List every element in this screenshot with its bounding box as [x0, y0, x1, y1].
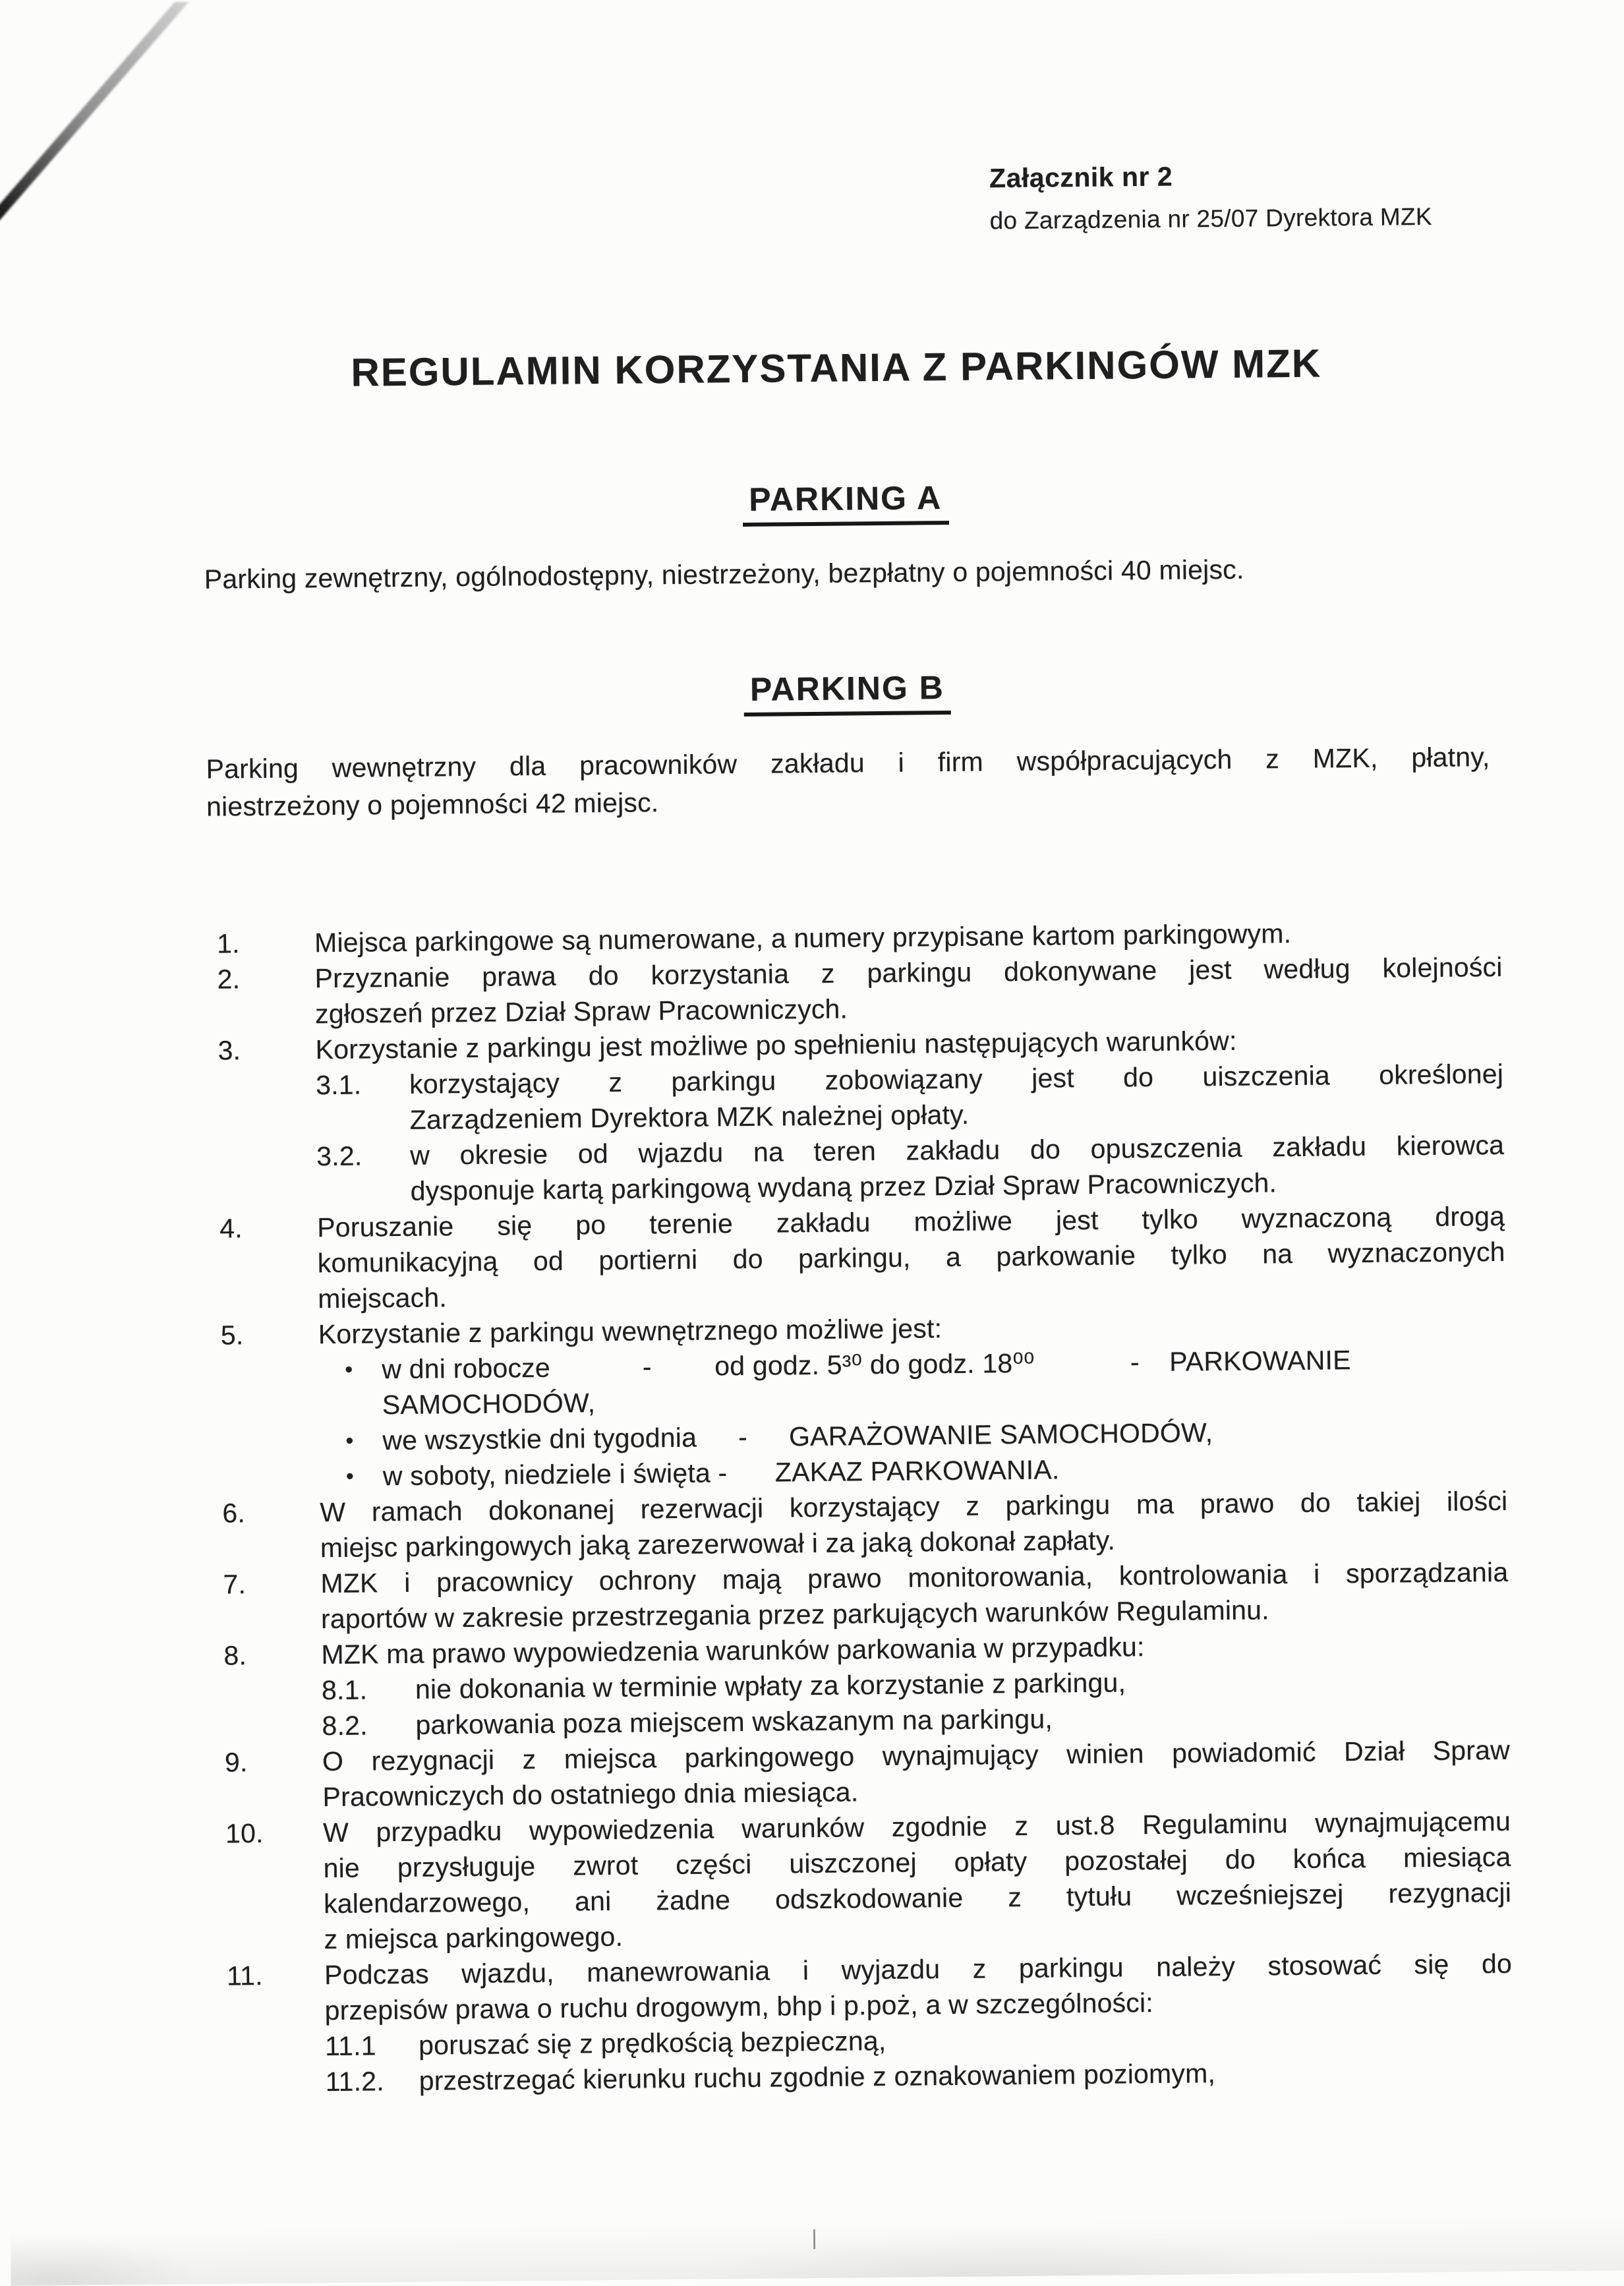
text-line: Korzystanie z parkingu jest możliwe po spełnieniu następujących warunków: [315, 1025, 1237, 1065]
text-line: przepisów prawa o ruchu drogowym, bhp i p.poż, a w szczególności: [324, 1987, 1154, 2026]
text-line: Parking zewnętrzny, ogólnodostępny, niestrzeżony, bezpłatny o pojemności 40 miejsc. [204, 554, 1244, 595]
text-line: O rezygnacji z miejsca parkingowego wynajmujący winien powiadomić Dział Spraw [322, 1734, 1511, 1777]
parking-b-heading-row [205, 666, 1490, 722]
rule-item [225, 1803, 1512, 1958]
text-line: Poruszanie się po terenie zakładu możliwe jest tylko wyznaczoną drogą [317, 1200, 1505, 1243]
parking-b-heading: PARKING B [743, 671, 951, 717]
rule-body [318, 1305, 1508, 1494]
sub-item [316, 1056, 1504, 1138]
rule-number: 6. [222, 1498, 246, 1529]
parking-a-heading: PARKING A [742, 481, 949, 527]
rule-number: 3. [218, 1035, 241, 1066]
bullet-segment: we wszystkie dni tygodnia [382, 1422, 697, 1456]
text-line: W przypadku wypowiedzenia warunków zgodnie z ust.8 Regulaminu wynajmującemu [322, 1805, 1511, 1848]
rule-item [219, 1198, 1505, 1318]
text-line: kalendarzowego, ani żadne odszkodowanie z tytułu wcześniejszej rezygnacji [323, 1877, 1512, 1920]
bullet-segment: od godz. 5³⁰ do godz. 18⁰⁰ [714, 1347, 1035, 1382]
rule-number: 11. [226, 1960, 263, 1991]
rule-number: 1. [216, 928, 240, 959]
rule-item [223, 1626, 1509, 1745]
text-line: zgłoszeń przez Dział Spraw Pracowniczych. [314, 993, 848, 1030]
bullet-dot-icon: • [345, 1357, 353, 1382]
text-line: dysponuje kartą parkingową wydaną przez Dział Spraw Pracowniczych. [410, 1167, 1277, 1206]
attachment-header [989, 156, 1432, 238]
rule-body [315, 1020, 1505, 1210]
rule-number: 4. [219, 1213, 243, 1244]
rule-item [223, 1554, 1509, 1638]
text-line: Zarządzeniem Dyrektora MZK należnej opłaty. [409, 1099, 970, 1135]
text-line: nie przysługuje zwrot części uiszczonej opłaty pozostałej do końca miesiąca [323, 1841, 1511, 1884]
rule-number: 7. [223, 1569, 246, 1600]
sub-number: 8.2. [322, 1710, 368, 1742]
rule-item [218, 1020, 1505, 1211]
bullet-text [382, 1341, 1507, 1422]
rule-body [324, 1946, 1513, 2099]
rule-number: 5. [220, 1320, 244, 1351]
text-line: korzystający z parkingu zobowiązany jest do uiszczenia określonej [409, 1058, 1504, 1099]
rule-body [323, 1803, 1512, 1957]
rule-body [320, 1483, 1508, 1566]
bullet-segment: w dni robocze [382, 1352, 551, 1385]
sub-number: 3.1. [315, 1069, 362, 1101]
rule-body [320, 1554, 1509, 1637]
rule-number: 10. [225, 1818, 264, 1849]
text-line: w okresie od wjazdu na teren zakładu do opuszczenia zakładu kierowca [409, 1129, 1505, 1171]
rule-number: 2. [217, 964, 241, 995]
rule-item [222, 1483, 1508, 1567]
rule-number: 8. [223, 1640, 247, 1671]
bullet-segment: GARAŻOWANIE SAMOCHODÓW, [788, 1417, 1213, 1452]
scan-smudge-bottom [10, 2184, 1624, 2286]
text-line: parkowania poza miejscem wskazanym na parkingu, [415, 1703, 1053, 1740]
rule-item [217, 949, 1503, 1033]
sub-body [410, 1127, 1505, 1209]
text-line: miejscach. [318, 1282, 448, 1314]
fold-mark [813, 2229, 815, 2249]
rule-item [221, 1305, 1508, 1496]
scan-corner-artifact [0, 2, 213, 241]
text-line: Parking wewnętrzny dla pracowników zakładu i firm współpracujących z MZK, płatny, [206, 742, 1490, 784]
parking-a-paragraph [204, 548, 1488, 599]
bullet-segment: - [738, 1421, 748, 1453]
text-line: MZK i pracownicy ochrony mają prawo monitorowania, kontrolowania i sporządzania [320, 1556, 1509, 1599]
rule-body [317, 1198, 1505, 1316]
text-line: Korzystanie z parkingu wewnętrznego możliwe jest: [318, 1313, 942, 1350]
rule-number: 9. [224, 1747, 248, 1778]
parking-a-section [203, 476, 1488, 599]
text-line: niestrzeżony o pojemności 42 miejsc. [206, 787, 659, 822]
rule-body [322, 1732, 1511, 1815]
parking-b-section [205, 666, 1490, 826]
text-line: raportów w zakresie przestrzegania przez parkujących warunków Regulaminu. [320, 1595, 1269, 1635]
rule-item [227, 1946, 1513, 2101]
rule-body [314, 949, 1503, 1032]
bullet-segment: PARKOWANIE SAMOCHODÓW, [382, 1345, 1351, 1421]
text-line: miejsc parkingowych jaką zarezerwował i za jaką dokonał zapłaty. [320, 1525, 1116, 1564]
text-line: komunikacyjną od portierni do parkingu, a parkowanie tylko na wyznaczonych [317, 1236, 1505, 1279]
text-line: poruszać się z prędkością bezpieczną, [418, 2025, 886, 2061]
rule-item [225, 1732, 1511, 1816]
bullet-segment: - [1130, 1347, 1140, 1378]
attachment-subtitle: do Zarządzenia nr 25/07 Dyrektora MZK [989, 203, 1433, 235]
document-title: REGULAMIN KORZYSTANIA Z PARKINGÓW MZK [351, 341, 1322, 395]
bullet-item [345, 1341, 1507, 1423]
bullet-segment: ZAKAZ PARKOWANIA. [774, 1454, 1060, 1488]
rules-list [217, 914, 1513, 2101]
sub-number: 3.2. [316, 1140, 362, 1172]
text-line: MZK ma prawo wypowiedzenia warunków parkowania w przypadku: [321, 1631, 1145, 1670]
text-line: Miejsca parkingowe są numerowane, a numery przypisane kartom parkingowym. [314, 918, 1292, 958]
bullet-segment: w soboty, niedziele i święta - [382, 1457, 728, 1492]
attachment-title: Załącznik nr 2 [989, 161, 1173, 194]
bullet-segment: - [642, 1351, 652, 1382]
text-line: Podczas wjazdu, manewrowania i wyjazdu z parkingu należy stosować się do [324, 1948, 1513, 1991]
sub-number: 11.2. [325, 2066, 385, 2097]
parking-a-heading-row [203, 476, 1488, 532]
sub-item [316, 1127, 1505, 1210]
parking-b-paragraph [206, 738, 1490, 826]
sub-number: 11.1 [324, 2030, 376, 2062]
text-line: nie dokonania w terminie wpłaty za korzystanie z parkingu, [415, 1667, 1126, 1705]
rule-body [321, 1626, 1509, 1744]
text-line: W ramach dokonanej rezerwacji korzystający z parkingu ma prawo do takiej ilości [320, 1485, 1508, 1528]
bullet-dot-icon: • [345, 1463, 355, 1489]
sub-body [409, 1056, 1504, 1138]
sub-number: 8.1. [321, 1674, 368, 1706]
text-line: przestrzegać kierunku ruchu zgodnie z oznakowaniem poziomym, [419, 2058, 1216, 2096]
text-line: Pracowniczych do ostatniego dnia miesiąca. [322, 1776, 859, 1813]
text-line: z miejsca parkingowego. [324, 1921, 624, 1955]
bullet-dot-icon: • [345, 1428, 354, 1453]
text-line: Przyznanie prawa do korzystania z parkingu dokonywane jest według kolejności [314, 951, 1503, 994]
